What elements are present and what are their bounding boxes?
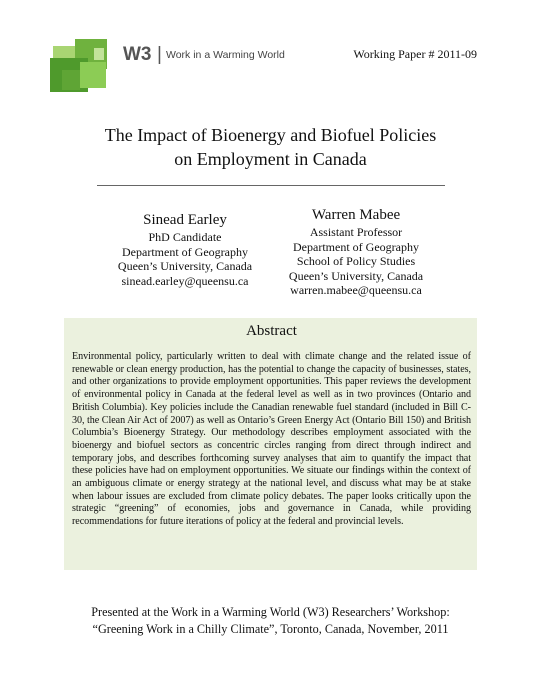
- abstract-heading: Abstract: [246, 323, 297, 339]
- title-divider: [97, 185, 445, 186]
- author-department: Department of Geography: [122, 244, 248, 259]
- presentation-note: [40, 604, 501, 637]
- brand-name: W3: [123, 44, 152, 65]
- author-university: Queen’s University, Canada: [117, 259, 253, 273]
- title-line-1: The Impact of Bioenergy and Biofuel Policies: [104, 125, 437, 145]
- author-department: Department of Geography: [293, 239, 419, 254]
- abstract-text: Environmental policy, particularly written to deal with climate change and the related issue of renewable or clean energy production, has the potential to change the capacity of businesses, states, and other organizations to provide employment opportunities. This paper reviews the development of environmental policy in Canada at the federal level as well as in two provinces (Ontario and British Columbia). Key policies include the Canadian renewable fuel standard (included in Bill C-30, the Clean Air Act of 2007) as well as Ontario’s Green Energy Act (Ontario Bill 150) and British Columbia’s Bioenergy Strategy. Our methodology describes employment associated with the bioenergy and biofuel sectors as concentric circles ranging from direct through indirect and temporary jobs, and describes forthcoming survey analyses that aim to quantify the impact that these policies have had on employment opportunities. We situate our findings within the context of an ambiguous climate or energy strategy at the national level, and discuss what may be at stake when labour issues are excluded from climate policy debates. The paper looks critically upon the strategic “greening” of economies, jobs and governance in Canada, while providing recommendations for future iterations of policy at the federal and provincial levels.: [72, 351, 471, 528]
- brand-separator: |: [157, 44, 162, 65]
- paper-title: [40, 123, 501, 171]
- presentation-line-2: “Greening Work in a Chilly Climate”, Toronto, Canada, November, 2011: [92, 621, 449, 636]
- author-block: [90, 211, 280, 288]
- author-email[interactable]: sinead.earley@queensu.ca: [121, 273, 249, 288]
- author-position: Assistant Professor: [309, 225, 403, 239]
- author-name: Warren Mabee: [311, 207, 401, 223]
- author-position: PhD Candidate: [148, 230, 222, 244]
- author-name: Sinead Earley: [143, 212, 227, 228]
- w3-logo-icon: [50, 36, 120, 96]
- author-email[interactable]: warren.mabee@queensu.ca: [290, 283, 422, 297]
- working-paper-number: Working Paper # 2011-09: [353, 47, 477, 61]
- author-school: School of Policy Studies: [296, 254, 416, 268]
- abstract-box: [64, 318, 477, 570]
- title-line-2: on Employment in Canada: [174, 149, 367, 169]
- author-university: Queen’s University, Canada: [288, 268, 424, 283]
- brand-tagline: Work in a Warming World: [166, 49, 285, 61]
- author-block: [271, 206, 441, 298]
- presentation-line-1: Presented at the Work in a Warming World (W3) Researchers’ Workshop:: [91, 605, 450, 619]
